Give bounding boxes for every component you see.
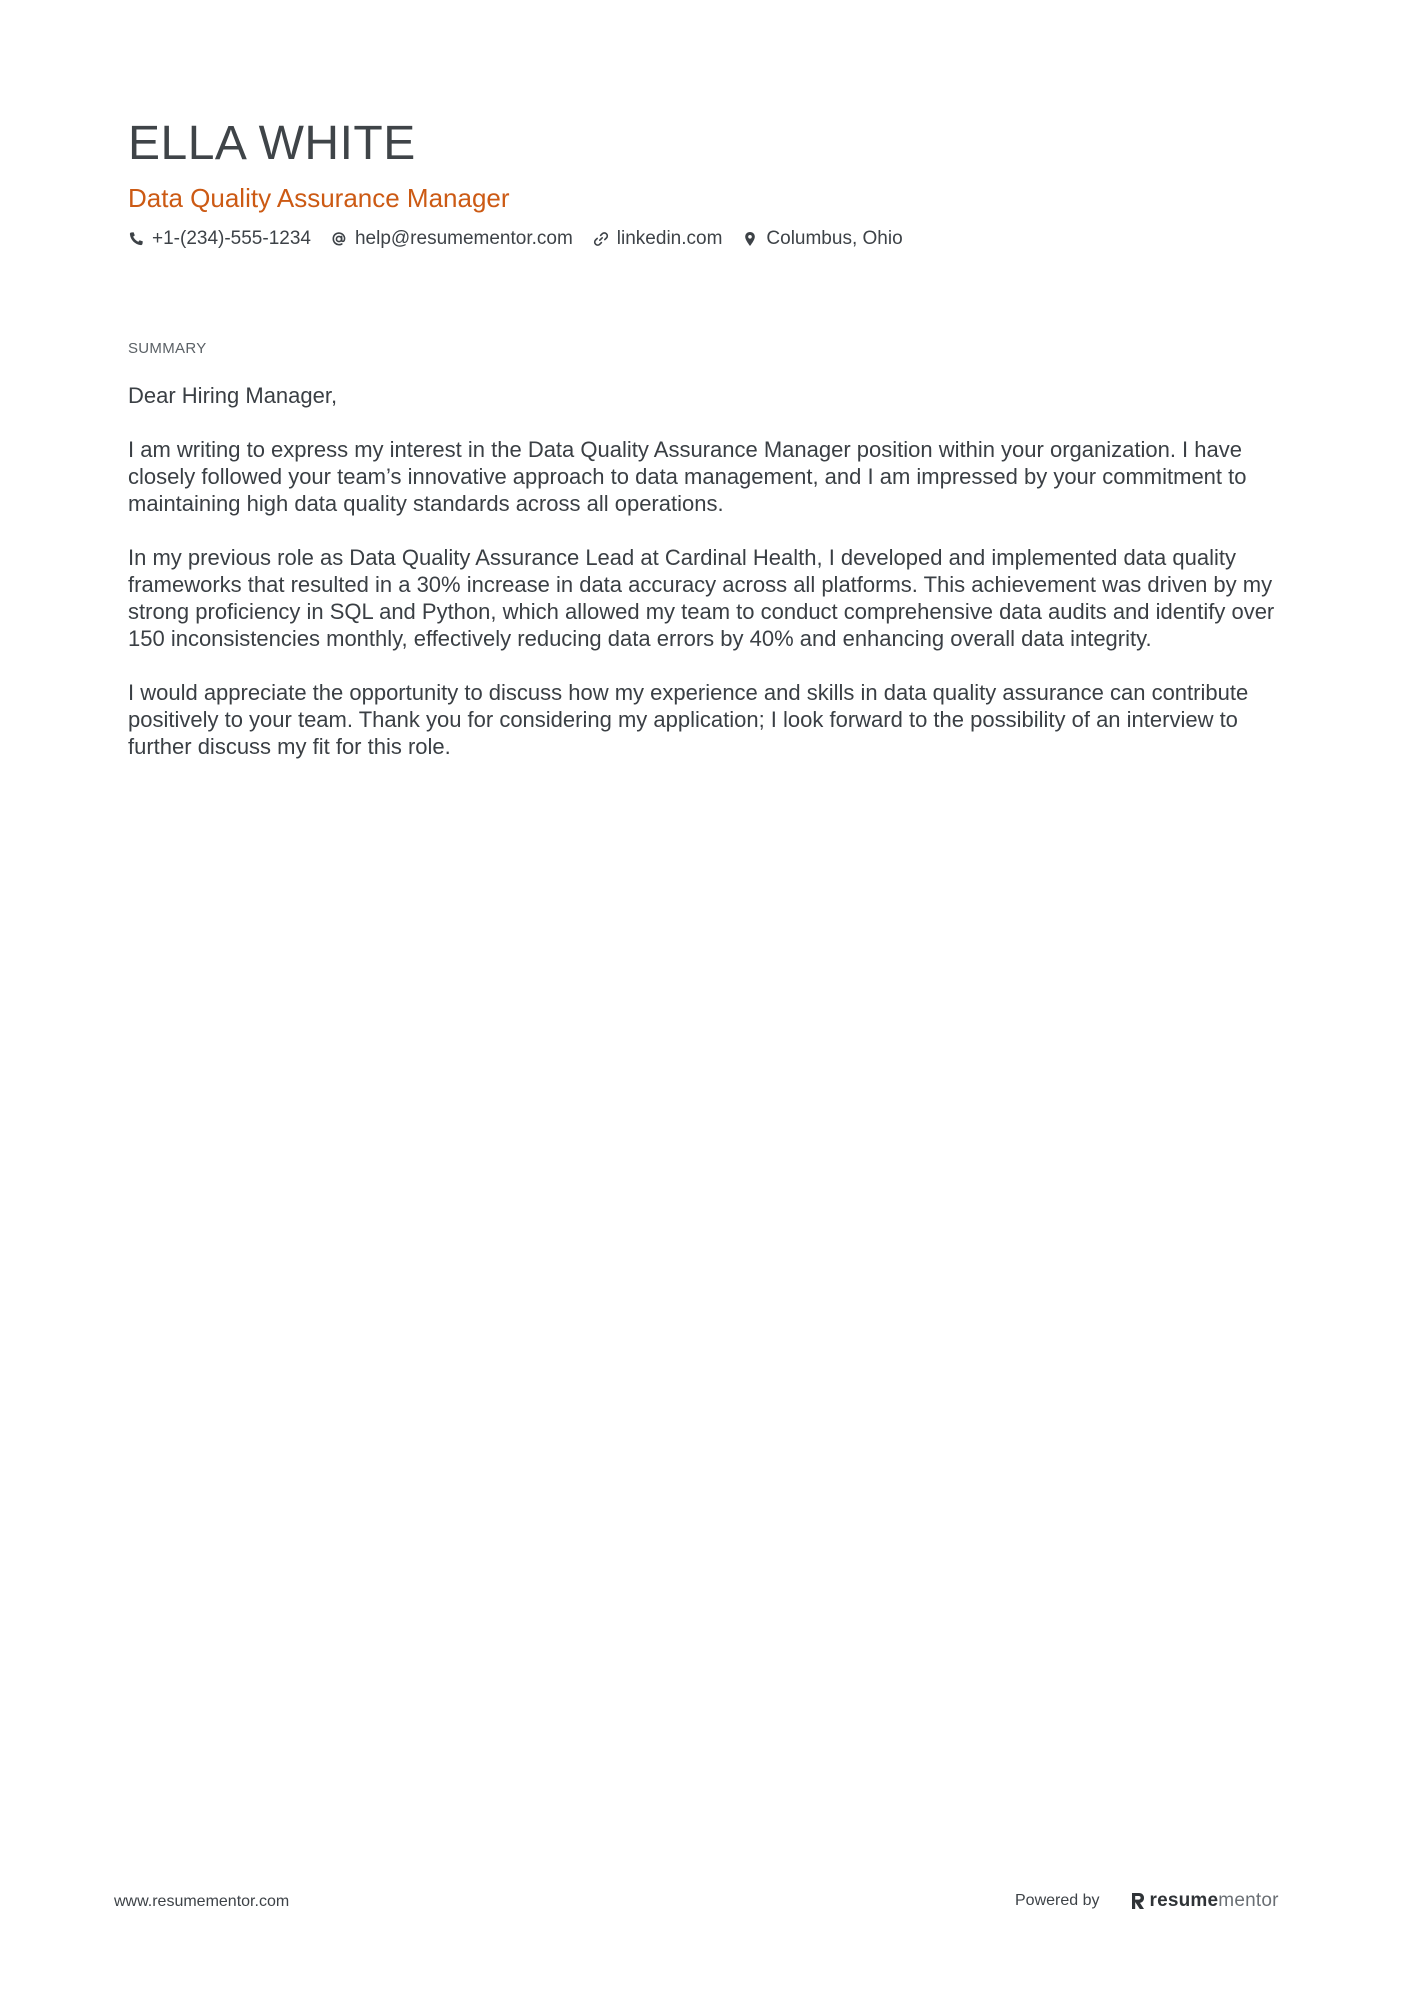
paragraph-3: I would appreciate the opportunity to discuss how my experience and skills in data quality assurance can contribute positively to your team. Thank you for considering my application; I look forward to the possibility of an interview to further discuss my fit for this role. bbox=[128, 680, 1249, 759]
summary-heading: SUMMARY bbox=[128, 340, 207, 357]
location-pin-icon bbox=[742, 231, 758, 247]
at-icon bbox=[331, 231, 347, 247]
contact-email-text: help@resumementor.com bbox=[354, 228, 573, 249]
contact-bar bbox=[128, 226, 923, 252]
paragraph-1: I am writing to express my interest in the Data Quality Assurance Manager position within your organization. I have closely followed your team’s innovative approach to data management, and I am impressed by your commitment to maintaining high data quality standards across all operations. bbox=[128, 437, 1247, 516]
salutation: Dear Hiring Manager, bbox=[128, 383, 338, 408]
letter-body bbox=[128, 382, 1288, 787]
contact-location-text: Columbus, Ohio bbox=[766, 228, 903, 249]
brand-text-mentor: mentor bbox=[1218, 1890, 1279, 1911]
brand-text-resume: resume bbox=[1149, 1890, 1219, 1911]
contact-phone[interactable] bbox=[128, 226, 311, 252]
contact-location bbox=[742, 226, 902, 252]
contact-linkedin-text: linkedin.com bbox=[616, 228, 723, 249]
link-icon bbox=[593, 231, 609, 247]
candidate-name: ELLA WHITE bbox=[128, 117, 416, 170]
job-title: Data Quality Assurance Manager bbox=[128, 183, 510, 213]
powered-by-label: Powered by bbox=[1015, 1892, 1100, 1909]
paragraph-2: In my previous role as Data Quality Assurance Lead at Cardinal Health, I developed and implemented data quality frameworks that resulted in a 30% increase in data accuracy across all platforms. This achievement was driven by my strong proficiency in SQL and Python, which allowed my team to conduct comprehensive data audits and identify over 150 inconsistencies monthly, effectively reducing data errors by 40% and enhancing overall data integrity. bbox=[128, 545, 1275, 651]
contact-linkedin[interactable] bbox=[593, 226, 723, 252]
resumementor-logo[interactable] bbox=[1130, 1890, 1279, 1912]
footer-website-link[interactable]: www.resumementor.com bbox=[114, 1893, 290, 1910]
resumementor-logo-icon bbox=[1130, 1891, 1146, 1911]
footer-powered-by bbox=[1015, 1890, 1279, 1912]
phone-icon bbox=[128, 231, 144, 247]
contact-email[interactable] bbox=[331, 226, 573, 252]
contact-phone-text: +1-(234)-555-1234 bbox=[152, 228, 311, 249]
